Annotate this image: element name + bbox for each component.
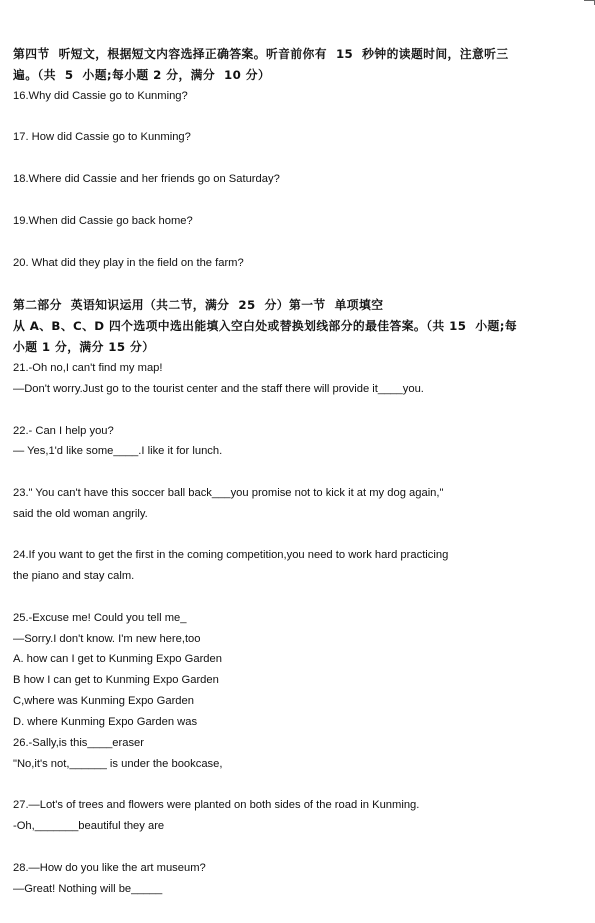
question-line: 18.Where did Cassie and her friends go on Saturday? <box>13 173 280 185</box>
question-line: -Oh,_______beautiful they are <box>13 820 165 832</box>
question-line: — Yes,1'd like some____.I like it for lunch. <box>13 445 223 457</box>
question-line: 21.-Oh no,I can't find my map! <box>13 362 163 374</box>
question-line: said the old woman angrily. <box>13 508 148 520</box>
question-line: 24.If you want to get the first in the coming competition,you need to work hard practicing <box>13 549 449 561</box>
question-line: 17. How did Cassie go to Kunming? <box>13 131 191 143</box>
question-line: C,where was Kunming Expo Garden <box>13 695 194 707</box>
question-line: B how I can get to Kunming Expo Garden <box>13 674 219 686</box>
question-line: 23." You can't have this soccer ball back___you promise not to kick it at my dog again," <box>13 487 444 499</box>
question-line: —Sorry.I don't know. I'm new here,too <box>13 633 201 645</box>
question-line: —Great! Nothing will be_____ <box>13 883 163 895</box>
section-instruction-line: 小题 1 分，满分 15 分） <box>13 340 155 354</box>
question-line: 19.When did Cassie go back home? <box>13 215 193 227</box>
corner-mark <box>584 0 595 5</box>
question-line: 26.-Sally,is this____eraser <box>13 737 144 749</box>
question-line: 22.- Can I help you? <box>13 425 114 437</box>
question-line: 28.—How do you like the art museum? <box>13 862 206 874</box>
section-instruction-line: 遍。（共 5 小题;每小题 2 分，满分 10 分） <box>13 68 271 82</box>
question-line: 20. What did they play in the field on the farm? <box>13 257 244 269</box>
section-instruction-line: 从 A、B、C、D 四个选项中选出能填入空白处或替换划线部分的最佳答案。（共 15 小题;每 <box>13 319 518 333</box>
section-instruction-line: 第四节 听短文，根据短文内容选择正确答案。听音前你有 15 秒钟的读题时间，注意听三 <box>13 47 509 61</box>
question-line: "No,it's not,______ is under the bookcase, <box>13 758 223 770</box>
question-line: —Don't worry.Just go to the tourist center and the staff there will provide it____you. <box>13 383 424 395</box>
question-line: 25.-Excuse me! Could you tell me_ <box>13 612 187 624</box>
question-line: A. how can I get to Kunming Expo Garden <box>13 653 222 665</box>
question-line: 27.—Lot's of trees and flowers were planted on both sides of the road in Kunming. <box>13 799 420 811</box>
section-instruction-line: 第二部分 英语知识运用（共二节，满分 25 分）第一节 单项填空 <box>13 298 384 312</box>
question-line: D. where Kunming Expo Garden was <box>13 716 198 728</box>
question-line: the piano and stay calm. <box>13 570 135 582</box>
question-line: 16.Why did Cassie go to Kunming? <box>13 90 188 102</box>
